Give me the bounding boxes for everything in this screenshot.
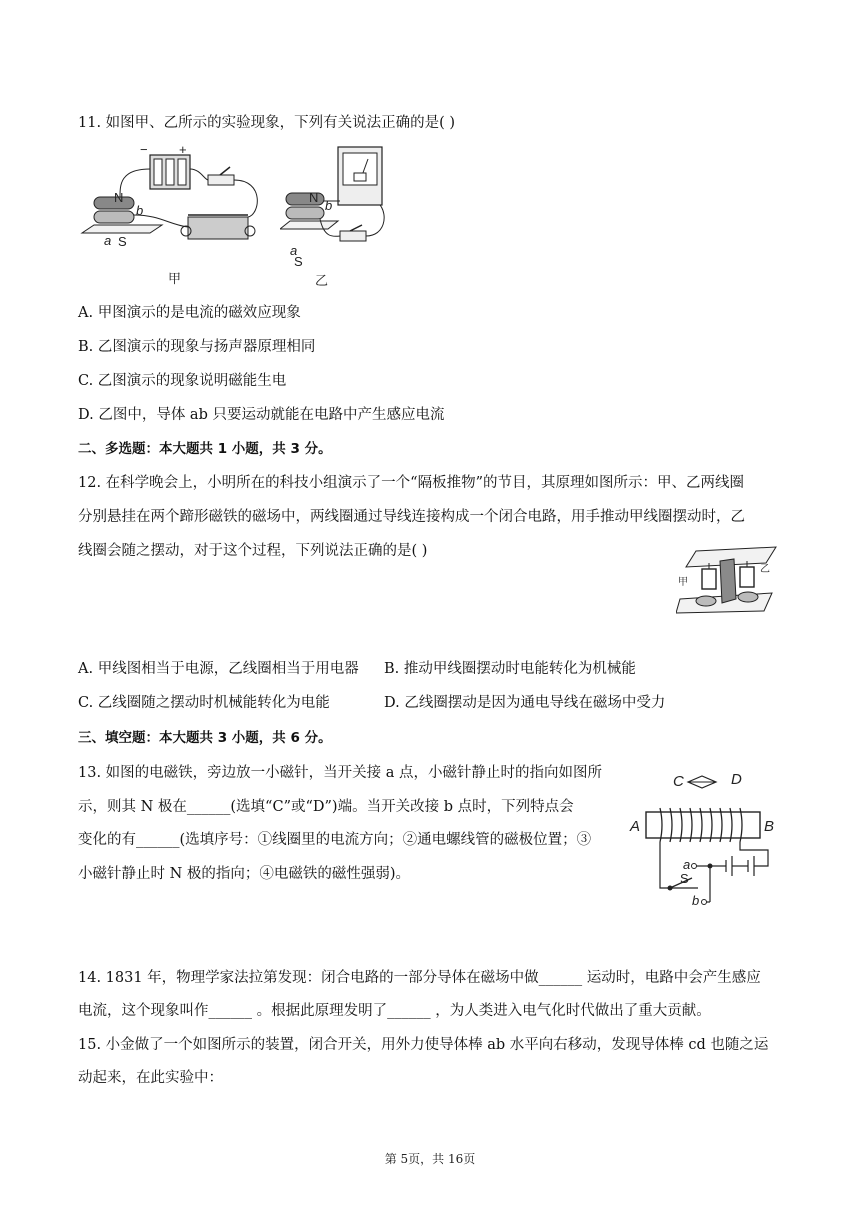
q13-line-2: 示，则其 N 极在______(选填“C”或“D”)端。当开关改接 b 点时，下列特点会 xyxy=(78,799,574,815)
section-3-heading: 三、填空题：本大题共 3 小题，共 6 分。 xyxy=(78,730,332,746)
q11-fig-jia-caption: 甲 xyxy=(168,272,182,287)
q12-fig-yi-label: 乙 xyxy=(760,564,770,575)
page-footer: 第 5页，共 16页 xyxy=(384,1152,476,1166)
q13-line-4: 小磁针静止时 N 极的指向；④电磁铁的磁性强弱)。 xyxy=(78,866,411,882)
q12-option-c: C. 乙线圈随之摆动时机械能转化为电能 xyxy=(78,695,330,711)
q13-fig-b-end-label: B xyxy=(764,818,775,835)
q12-fig-jia-label: 甲 xyxy=(678,577,688,588)
q11-fig-a2-label: a xyxy=(290,243,298,258)
q11-fig-a1-label: a xyxy=(104,233,112,248)
section-2-heading: 二、多选题：本大题共 1 小题，共 3 分。 xyxy=(78,441,332,457)
q11-option-a: A. 甲图演示的是电流的磁效应现象 xyxy=(78,305,301,321)
q11-fig-s2-label: S xyxy=(294,254,303,269)
q12-option-b: B. 推动甲线圈摆动时电能转化为机械能 xyxy=(384,661,636,677)
q12-line-3: 线圈会随之摆动，对于这个过程，下列说法正确的是( ) xyxy=(78,543,428,559)
q11-option-b: B. 乙图演示的现象与扬声器原理相同 xyxy=(78,339,316,355)
q11-figure-yi xyxy=(280,145,395,260)
q11-fig-s1-label: S xyxy=(118,234,127,249)
q11-fig-minus-label: − xyxy=(140,142,148,157)
q13-line-1: 13. 如图的电磁铁，旁边放一小磁针，当开关接 a 点，小磁针静止时的指向如图所 xyxy=(78,765,603,781)
q15-line-1: 15. 小金做了一个如图所示的装置，闭合开关，用外力使导体棒 ab 水平向右移动，发现导体棒 cd 也随之运 xyxy=(78,1037,769,1053)
q12-line-2: 分别悬挂在两个蹄形磁铁的磁场中，两线圈通过导线连接构成一个闭合电路，用手推动甲线圈摆动时，乙 xyxy=(78,509,745,525)
q11-fig-b2-label: b xyxy=(325,198,333,213)
q11-option-c: C. 乙图演示的现象说明磁能生电 xyxy=(78,373,287,389)
q13-fig-a-end-label: A xyxy=(630,818,641,835)
q12-option-d: D. 乙线圈摆动是因为通电导线在磁场中受力 xyxy=(384,695,666,711)
q11-fig-yi-caption: 乙 xyxy=(315,274,329,289)
q13-fig-switch-label: S xyxy=(680,871,689,886)
q11-fig-b1-label: b xyxy=(136,203,144,218)
q11-fig-plus-label: + xyxy=(179,142,187,157)
q12-line-1: 12. 在科学晚会上，小明所在的科技小组演示了一个“隔板推物”的节目，其原理如图所示：甲、乙两线圈 xyxy=(78,475,744,491)
q13-electromagnet-figure xyxy=(630,770,790,910)
q11-fig-n2-label: N xyxy=(309,190,319,205)
q15-line-2: 动起来，在此实验中： xyxy=(78,1070,223,1086)
q11-option-d: D. 乙图中，导体 ab 只要运动就能在电路中产生感应电流 xyxy=(78,407,445,423)
q13-fig-b-contact-label: b xyxy=(692,893,700,908)
q11-fig-n1-label: N xyxy=(114,190,124,205)
q12-figure xyxy=(676,545,778,615)
q13-line-3: 变化的有______(选填序号：①线圈里的电流方向；②通电螺线管的磁极位置；③ xyxy=(78,832,592,848)
q14-line-1: 14. 1831 年，物理学家法拉第发现：闭合电路的一部分导体在磁场中做______ 运动时，电路中会产生感应 xyxy=(78,970,761,986)
q14-line-2: 电流，这个现象叫作______ 。根据此原理发明了______ ，为人类进入电气化时代做出了重大贡献。 xyxy=(78,1003,711,1019)
q11-stem: 11. 如图甲、乙所示的实验现象，下列有关说法正确的是( ) xyxy=(78,115,456,131)
q12-option-a: A. 甲线图相当于电源，乙线圈相当于用电器 xyxy=(78,661,359,677)
q13-fig-c-label: C xyxy=(673,773,684,790)
q13-fig-d-label: D xyxy=(731,771,742,788)
q13-fig-a-contact-label: a xyxy=(683,857,691,872)
